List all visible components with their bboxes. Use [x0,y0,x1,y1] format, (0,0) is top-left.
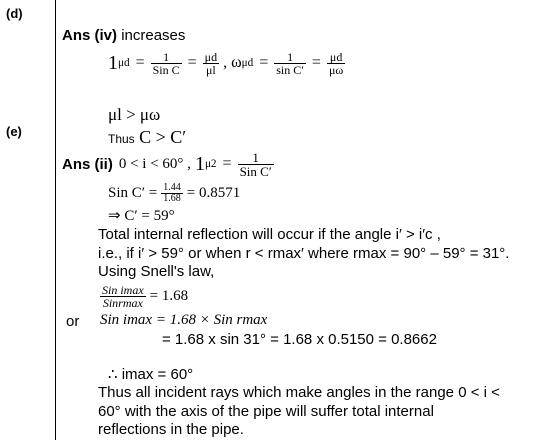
answer-d-prefix: Ans (iv) [62,27,118,44]
conclusion-line2: 60° with the axis of the pipe will suffer total internal [98,403,434,420]
thus-expr: C > C′ [139,127,187,147]
equation-d: 1 μd = $\frac{1}{\text{Sin C}}$ = $\frac{\mu d}{\mu l}$ , ω μd = $\frac{1}{\text{sin C′}}$ = $\frac{\mu d}{\mu\omega}$ [108,49,344,77]
label-e: (e) [6,124,22,139]
or-line2: = 1.68 x sin 31° = 1.68 x 0.5150 = 0.8662 [162,331,437,348]
answer-d [62,27,185,44]
conclusion-line1: Thus all incident rays which make angles in the range 0 < i < [98,384,500,401]
label-d: (d) [6,6,23,21]
snell-line: Using Snell's law, [98,263,215,280]
eq1-lhs-sub: μd [118,57,130,69]
answer-e: Ans (ii) 0 < i < 60° , 1 μ2 = $\frac{1}{\text{Sin C′}}$ [62,149,272,179]
therefore-line: ∴ imax = 60° [108,366,194,383]
eq1-mid-sub: μd [241,57,254,69]
eq1-frac2: $\frac{\mu d}{\mu l}$ [204,49,218,77]
answer-e-prefix: Ans (ii) [62,155,113,173]
thus-word: Thus [108,132,135,146]
or-line1: Sin imax = 1.68 × Sin rmax [100,312,268,328]
snell-val: = 1.68 [149,287,189,304]
inequality-mu: μl > μω [108,105,161,124]
margin-rule [55,0,56,440]
snell-eq [100,280,188,312]
answer-e-frac: $\frac{1}{\text{Sin C′}}$ [239,149,272,179]
eq1-frac3: $\frac{1}{\text{sin C′}}$ [276,49,304,77]
eq1-mid: , ω [223,54,242,71]
c-result: ⇒ C′ = 59° [108,208,175,224]
or-word: or [66,313,80,330]
sinc-lhs: Sin C′ = [108,184,158,201]
answer-e-one: 1 [194,152,205,175]
eq1-frac4: $\frac{\mu d}{\mu\omega}$ [328,49,344,77]
answer-e-one-sub: μ2 [204,158,217,170]
answer-e-range: 0 < i < 60° , [118,155,191,172]
tir-line2: i.e., if i′ > 59° or when r < rmax′ where rmax = 90° – 59° = 31°. [98,245,510,262]
eq1-frac1: $\frac{1}{\text{Sin C}}$ [152,49,180,77]
sinc-eq [108,178,240,208]
conclusion-line3: reflections in the pipe. [98,421,244,438]
answer-d-text: increases [121,27,186,44]
eq1-lhs: 1 [108,51,118,74]
tir-line1: Total internal reflection will occur if the angle i′ > i′c , [98,226,441,243]
sinc-frac: $\frac{1.44}{1.68}$ [163,181,181,204]
sinc-val: = 0.8571 [186,184,241,201]
snell-frac: $\frac{\text{Sin imax}}{\text{Sinrmax}}$ [102,282,144,310]
thus-line [108,127,186,148]
